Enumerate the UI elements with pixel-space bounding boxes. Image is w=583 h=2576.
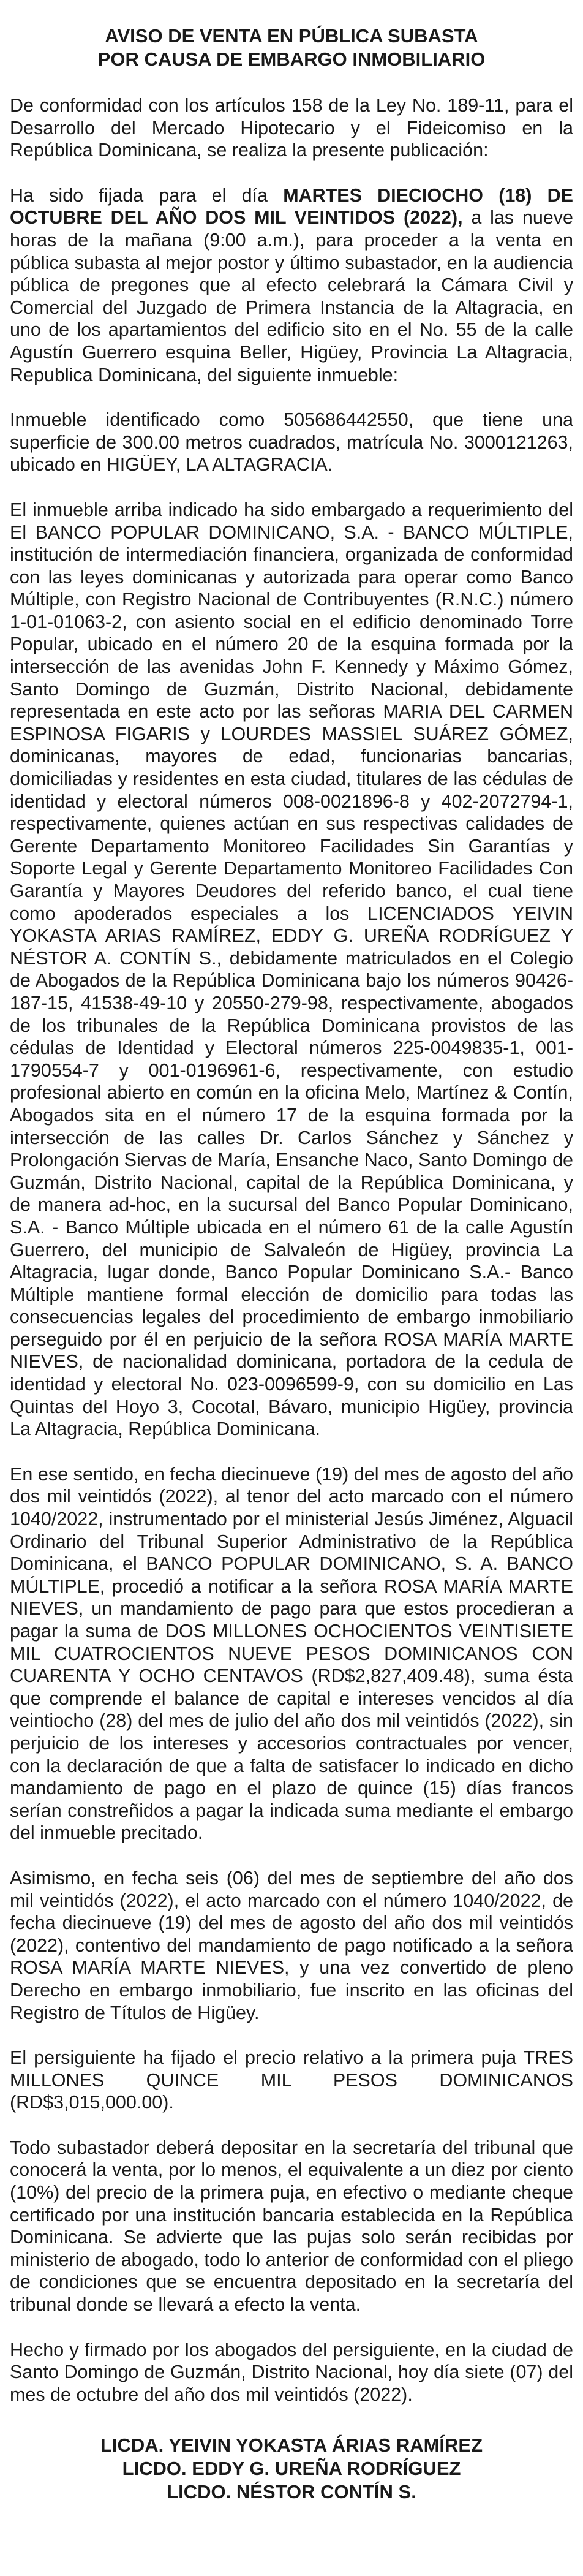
auction-date: MARTES DIECIOCHO (18) DE OCTUBRE DEL AÑO DOS MIL VEINTIDOS (2022), [10, 184, 573, 229]
auction-date-details: a las nueve horas de la mañana (9:00 a.m.), para proceder a la venta en pública subasta al mejor postor y último subastador, en la audiencia pública de pregones que al efecto celebrará la Cámara Civil y Comercial del Juzgado de Primera Instancia de la Altagracia, en uno de los apartamientos del edificio sito en el No. 55 de la calle Agustín Guerrero esquina Beller, Higüey, Provincia La Altagracia, Republica Dominicana, del siguiente inmueble: [10, 207, 573, 385]
title-line-2: POR CAUSA DE EMBARGO INMOBILIARIO [97, 48, 486, 70]
paragraph-starting-price: El persiguiente ha fijado el precio relativo a la primera puja TRES MILLONES QUINCE MIL PESOS DOMINICANOS (RD$3,015,000.00). [10, 2047, 573, 2113]
paragraph-creditor: El inmueble arriba indicado ha sido embargado a requerimiento del El BANCO POPULAR DOMINICANO, S.A. - BANCO MÚLTIPLE, institución de intermediación financiera, organizada de conformidad con las leyes dominicanas y autorizada para operar como Banco Múltiple, con Registro Nacional de Contribuyentes (R.N.C.) número 1-01-01063-2, con asiento social en el edificio denominado Torre Popular, ubicado en el número 20 de la esquina formada por la intersección de las avenidas John F. Kennedy y Máximo Gómez, Santo Domingo de Guzmán, Distrito Nacional, debidamente representada en este acto por las señoras MARIA DEL CARMEN ESPINOSA FIGARIS y LOURDES MASSIEL SUÁREZ GÓMEZ, dominicanas, mayores de edad, funcionarias bancarias, domiciliadas y residentes en esta ciudad, titulares de las cédulas de identidad y electoral números 008-0021896-8 y 402-2072794-1, respectivamente, quienes actúan en sus respectivas calidades de Gerente Departamento Monitoreo Facilidades Sin Garantías y Soporte Legal y Gerente Departamento Monitoreo Facilidades Con Garantía y Mayores Deudores del referido banco, el cual tiene como apoderados especiales a los LICENCIADOS YEIVIN YOKASTA ARIAS RAMÍREZ, EDDY G. UREÑA RODRÍGUEZ Y NÉSTOR A. CONTÍN S., debidamente matriculados en el Colegio de Abogados de la República Dominicana bajo los números 90426-187-15, 41538-49-10 y 20550-279-98, respectivamente, abogados de los tribunales de la República Dominicana provistos de las cédulas de Identidad y Electoral números 225-0049835-1, 001-1790554-7 y 001-0196961-6, respectivamente, con estudio profesional abierto en común en la oficina Melo, Martínez & Contín, Abogados sita en el número 17 de la esquina formada por la intersección de las calles Dr. Carlos Sánchez y Sánchez y Prolongación Siervas de María, Ensanche Naco, Santo Domingo de Guzmán, Distrito Nacional, capital de la República Dominicana, y de manera ad-hoc, en la sucursal del Banco Popular Dominicano, S.A. - Banco Múltiple ubicada en el número 61 de la calle Agustín Guerrero, del municipio de Salvaleón de Higüey, provincia La Altagracia, lugar donde, Banco Popular Dominicano S.A.- Banco Múltiple mantiene formal elección de domicilio para todas las consecuencias legales del procedimiento de embargo inmobiliario perseguido por él en perjuicio de la señora ROSA MARÍA MARTE NIEVES, de nacionalidad dominicana, portadora de la cedula de identidad y electoral No. 023-0096599-9, con su domicilio en Las Quintas del Hoyo 3, Cocotal, Bávaro, municipio Higüey, provincia La Altagracia, República Dominicana. [10, 499, 573, 1440]
paragraph-payment-order: En ese sentido, en fecha diecinueve (19) del mes de agosto del año dos mil veintidós (2022), al tenor del acto marcado con el número 1040/2022, instrumentado por el ministerial Jesús Jiménez, Alguacil Ordinario del Tribunal Superior Administrativo de la República Dominicana, el BANCO POPULAR DOMINICANO, S. A. BANCO MÚLTIPLE, procedió a notificar a la señora ROSA MARÍA MARTE NIEVES, un mandamiento de pago para que estos procedieran a pagar la suma de DOS MILLONES OCHOCIENTOS VEINTISIETE MIL CUATROCIENTOS NUEVE PESOS DOMINICANOS CON CUARENTA Y OCHO CENTAVOS (RD$2,827,409.48), suma ésta que comprende el balance de capital e intereses vencidos al día veintiocho (28) del mes de julio del año dos mil veintidós (2022), sin perjuicio de los intereses y accesorios contractuales por vencer, con la declaración de que a falta de satisfacer lo indicado en dicho mandamiento de pago en el plazo de quince (15) días francos serían constreñidos a pagar la indicada suma mediante el embargo del inmueble precitado. [10, 1463, 573, 1844]
signature-line: LICDA. YEIVIN YOKASTA ÁRIAS RAMÍREZ [100, 2434, 483, 2457]
signature-block [10, 2434, 573, 2504]
signature-line: LICDO. NÉSTOR CONTÍN S. [167, 2481, 416, 2503]
paragraph-registration: Asimismo, en fecha seis (06) del mes de septiembre del año dos mil veintidós (2022), el acto marcado con el número 1040/2022, de fecha diecinueve (19) del mes de agosto del año dos mil veintidós (2022), contentivo del mandamiento de pago notificado a la señora ROSA MARÍA MARTE NIEVES, y una vez convertido de pleno Derecho en embargo inmobiliario, fue inscrito en las oficinas del Registro de Títulos de Higüey. [10, 1867, 573, 2023]
paragraph-deposit-conditions: Todo subastador deberá depositar en la secretaría del tribunal que conocerá la venta, por lo menos, el equivalente a un diez por ciento (10%) del precio de la primera puja, en efectivo o mediante cheque certificado por una institución bancaria establecida en la República Dominicana. Se advierte que las pujas solo serán recibidas por ministerio de abogado, todo lo anterior de conformidad con el pliego de condiciones que se encuentra depositado en la secretaría del tribunal donde se llevará a efecto la venta. [10, 2137, 573, 2316]
title-line-1: AVISO DE VENTA EN PÚBLICA SUBASTA [105, 25, 478, 47]
notice-title [10, 25, 573, 71]
auction-date-lead: Ha sido fijada para el día [10, 184, 284, 206]
paragraph-property: Inmueble identificado como 505686442550, que tiene una superficie de 300.00 metros cuadrados, matrícula No. 3000121263, ubicado en HIGÜEY, LA ALTAGRACIA. [10, 409, 573, 475]
paragraph-signed: Hecho y firmado por los abogados del persiguiente, en la ciudad de Santo Domingo de Guzmán, Distrito Nacional, hoy día siete (07) del mes de octubre del año dos mil veintidós (2022). [10, 2339, 573, 2405]
paragraph-auction-date [10, 184, 573, 386]
paragraph-legal-basis: De conformidad con los artículos 158 de la Ley No. 189-11, para el Desarrollo del Mercado Hipotecario y el Fideicomiso en la República Dominicana, se realiza la presente publicación: [10, 95, 573, 161]
signature-line: LICDO. EDDY G. UREÑA RODRÍGUEZ [122, 2458, 461, 2480]
